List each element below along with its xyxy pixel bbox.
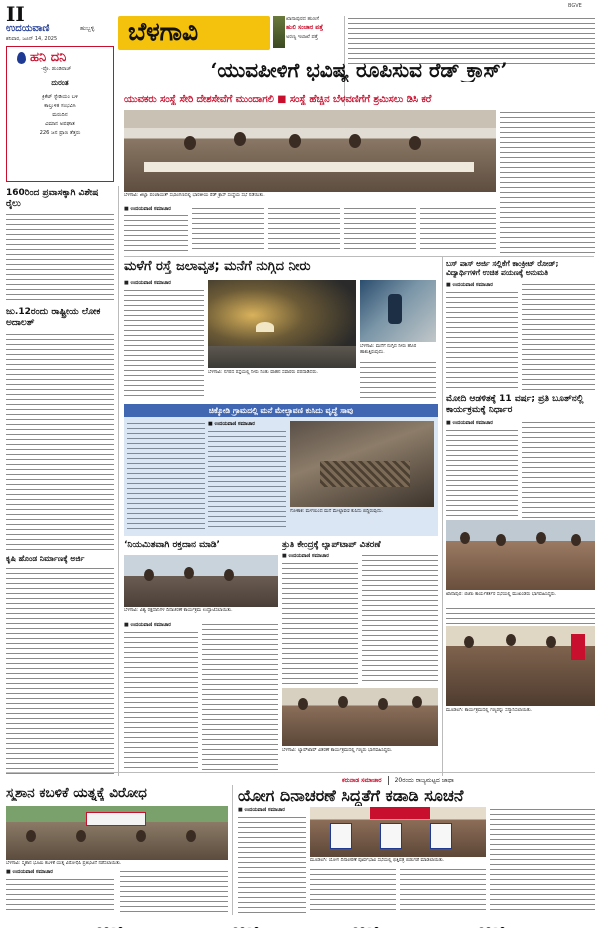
teaser-photo bbox=[273, 16, 285, 48]
blood-text-1 bbox=[124, 630, 198, 770]
right-story1-text-1 bbox=[446, 290, 518, 390]
right-story1-text-2 bbox=[522, 282, 595, 390]
main-subhead: ಯುವಕರು ಸಂಸ್ಥೆ ಸೇರಿ ದೇಶಸೇವೆಗೆ ಮುಂದಾಗಲಿ ■ ಸಂಸ್ಥೆ ಹೆಚ್ಚಿನ ಬೆಳವಣಿಗೆಗೆ ಶ್ರಮಿಸಲು ಡಿಸಿ ಕರೆ bbox=[124, 94, 432, 105]
cemetery-photo-caption: ಬೆಳಗಾವಿ: ಸ್ಮಶಾನ ಭೂಮಿ ಕಬಳಿಕೆ ಯತ್ನ ವಿರೋಧಿಸಿ ಪ್ರತಿಭಟನೆ ನಡೆಸಲಾಯಿತು. bbox=[6, 861, 122, 866]
laptop-photo-caption: ಬೆಳಗಾವಿ: ಲ್ಯಾಪ್‌ಟಾಪ್ ವಿತರಣೆ ಕಾರ್ಯಕ್ರಮದಲ್ಲಿ ಗಣ್ಯರು ಭಾಗವಹಿಸಿದ್ದರು. bbox=[282, 748, 393, 753]
right-photo-2 bbox=[446, 626, 595, 706]
teaser-top: ಖಾನಾಪುರದ ಹುಣಸೆ bbox=[286, 16, 319, 22]
main-story-col3 bbox=[268, 206, 340, 253]
hanidani-poem: ಕ್ರಿಕೆಟ್ ಸ್ಟೇಡಿಯಂ ಬಳಿ ಕಾಲ್ತುಳಿತ ಸಂಭವಿಸಿ ಮರುದಿನ ವಿಮಾನ ಅಪಘಾತ 226 ಜನ ಪ್ರಾಣ ತೆತ್ತರು bbox=[39, 94, 81, 136]
death-photo-caption: ಗೋಕಾಕ: ಮಳೆಯಿಂದ ಮನೆ ಮೇಲ್ಛಾವಣಿ ಕುಸಿದು ಬಿದ್ದಿರುವುದು. bbox=[290, 509, 384, 514]
hanidani-heading: ದುರಂತ bbox=[51, 79, 69, 87]
hanidani-box bbox=[6, 46, 114, 182]
page-number: II bbox=[6, 2, 25, 26]
main-story-col6 bbox=[500, 110, 595, 253]
death-text-1 bbox=[127, 421, 205, 531]
blood-byline: ■ ಉದಯವಾಣಿ ಸಮಾಚಾರ bbox=[124, 622, 171, 628]
yoga-text-4 bbox=[490, 807, 595, 913]
yoga-photo bbox=[310, 807, 486, 857]
left-story3-text bbox=[6, 566, 114, 774]
blood-photo bbox=[124, 555, 278, 607]
yoga-photo-caption: ಮೂಡಲಗಿ: ಯೋಗ ದಿನಾಚರಣೆ ಪೂರ್ವಭಾವಿ ಸಭೆಯಲ್ಲಿ ಭಿತ್ತಿಪತ್ರ ಬಿಡುಗಡೆ ಮಾಡಲಾಯಿತು. bbox=[310, 858, 445, 863]
right-story2-headline: ಮೋದಿ ಆಡಳಿತಕ್ಕೆ 11 ವರ್ಷ; ಪ್ರತಿ ಬೂತ್‌ನಲ್ಲಿ ಕಾರ್ಯಕ್ರಮಕ್ಕೆ ನಿರ್ಧಾರ bbox=[446, 394, 584, 415]
cemetery-text-1 bbox=[6, 877, 114, 913]
rain-photo-2 bbox=[360, 280, 436, 342]
right-story1-byline: ■ ಉದಯವಾಣಿ ಸಮಾಚಾರ bbox=[446, 282, 493, 288]
yoga-headline: ಯೋಗ ದಿನಾಚರಣೆ ಸಿದ್ಧತೆಗೆ ಕಡಾಡಿ ಸೂಚನೆ bbox=[238, 786, 464, 805]
laptop-byline: ■ ಉದಯವಾಣಿ ಸಮಾಚಾರ bbox=[282, 553, 329, 559]
rain-story-text-2 bbox=[360, 360, 436, 400]
main-headline: ‘ಯುವಪೀಳಿಗೆ ಭವಿಷ್ಯ ರೂಪಿಸುವ ರೆಡ್ ಕ್ರಾಸ್’ bbox=[210, 58, 508, 82]
right-photo-1-caption: ಖಾನಾಪುರ: ಬಿಜೆಪಿ ಕಾರ್ಯಕರ್ತರ ಸಭೆಯಲ್ಲಿ ಮುಖಂಡರು ಭಾಗವಹಿಸಿದ್ದರು. bbox=[446, 592, 557, 597]
teaser-bottom: ಅರಣ್ಯ ಇಲಾಖೆ ಪತ್ತೆ bbox=[286, 34, 318, 40]
cemetery-text-2 bbox=[120, 869, 228, 913]
left-story2-headline: ಜು.12ರಂದು ರಾಷ್ಟ್ರೀಯ ಲೋಕ ಅದಾಲತ್ bbox=[6, 307, 101, 328]
laptop-text-1 bbox=[282, 561, 358, 685]
main-story-col4 bbox=[344, 206, 416, 253]
color-registration-marks bbox=[0, 917, 600, 925]
rain-photo-1 bbox=[208, 280, 356, 368]
yoga-text-2 bbox=[310, 867, 396, 913]
death-byline: ■ ಉದಯವಾಣಿ ಸಮಾಚಾರ bbox=[208, 421, 255, 427]
right-photo-1 bbox=[446, 520, 595, 590]
yoga-text-3 bbox=[400, 867, 486, 913]
right-photo-2-caption: ಮೂಡಲಗಿ: ಕಾರ್ಯಕ್ರಮದಲ್ಲಿ ಗಣ್ಯರನ್ನು ಸನ್ಮಾನಿಸಲಾಯಿತು. bbox=[446, 708, 533, 713]
laptop-headline: ತ್ರುತಿ ಕೇಂದ್ರಕ್ಕೆ ಲ್ಯಾಪ್‌ಟಾಪ್ ವಿತರಣೆ bbox=[282, 540, 381, 550]
footer-banner-right: 20ರಂದು ರಾಜ್ಯಮಟ್ಟದ ಜಾಥಾ bbox=[394, 776, 454, 784]
rain-photo-2-caption: ಬೆಳಗಾವಿ: ಮನೆಗೆ ನುಗ್ಗಿದ ನೀರು ಹೊರ ಹಾಕುತ್ತಿರುವುದು. bbox=[360, 344, 417, 355]
edition-name: ಹುಬ್ಬಳ್ಳಿ bbox=[80, 25, 95, 32]
hanidani-author: -ಪ್ರೊ. ಡುಂಡಿರಾಜ್ bbox=[41, 66, 72, 72]
paper-name: ಉದಯವಾಣಿ bbox=[6, 23, 50, 34]
blood-photo-caption: ಬೆಳಗಾವಿ: ವಿಶ್ವ ರಕ್ತದಾನಿಗಳ ದಿನಾಚರಣೆ ಕಾರ್ಯಕ್ರಮ ಉದ್ಘಾಟಿಸಲಾಯಿತು. bbox=[124, 608, 233, 613]
death-headline: ಚಿಕ್ಕೋಡಿ ಗ್ರಾಮದಲ್ಲಿ ಮನೆ ಮೇಲ್ಛಾವಣಿ ಕುಸಿದು ವೃದ್ಧೆ ಸಾವು bbox=[208, 406, 354, 415]
footer-banner-left: ಕರುನಾಡ ಸಮಾಚಾರ bbox=[342, 776, 382, 784]
teaser-box bbox=[286, 16, 342, 50]
cemetery-headline: ಸ್ಮಶಾನ ಕಬಳಿಕೆ ಯತ್ನಕ್ಕೆ ವಿರೋಧ bbox=[6, 785, 147, 801]
footer-banner bbox=[342, 775, 595, 786]
corner-tag: BGVE bbox=[568, 3, 582, 9]
cemetery-photo bbox=[6, 806, 228, 860]
rain-photo-1-caption: ಬೆಳಗಾವಿ: ನಗರದ ರಸ್ತೆಯಲ್ಲಿ ನೀರು ನಿಂತು ವಾಹನ ಸವಾರರು ಪರದಾಡಿದರು. bbox=[208, 370, 318, 375]
right-text-3 bbox=[446, 606, 595, 624]
main-byline: ■ ಉದಯವಾಣಿ ಸಮಾಚಾರ bbox=[124, 206, 171, 212]
section-banner bbox=[118, 16, 270, 50]
yoga-text-1 bbox=[238, 815, 306, 913]
teaser-mid: ಹುಲಿ ಸಂಚಾರ ಪತ್ತೆ bbox=[286, 24, 324, 31]
left-story2-text bbox=[6, 332, 114, 550]
issue-date: ಶನಿವಾರ, ಜೂನ್ 14, 2025 bbox=[6, 36, 58, 42]
main-story-col2 bbox=[192, 206, 264, 253]
left-story3-headline: ಕೃಷಿ ಹೊಂಡ ನಿರ್ಮಾಣಕ್ಕೆ ಅರ್ಜಿ bbox=[6, 554, 85, 563]
main-photo-caption: ಬೆಳಗಾವಿ: ಜಿಲ್ಲಾ ಪಂಚಾಯತ್ ಸಭಾಂಗಣದಲ್ಲಿ ಭಾರತೀಯ ರೆಡ್ ಕ್ರಾಸ್ ಸಂಸ್ಥೆಯ ಸಭೆ ನಡೆಯಿತು. bbox=[124, 193, 265, 198]
right-story1-headline: ಬಸ್ ಪಾಸ್ ಅರ್ಜಿ ಸಲ್ಲಿಕೆಗೆ ಕಾಂಕ್ರೀಟ್ ರೋಡ್; ವಿದ್ಯಾರ್ಥಿಗಳಿಗೆ ಉಚಿತ ಪಯಣಕ್ಕೆ ಅನುಮತಿ bbox=[446, 259, 559, 278]
death-text-2 bbox=[208, 429, 286, 531]
hanidani-logo-icon bbox=[17, 52, 26, 64]
rain-headline: ಮಳೆಗೆ ರಸ್ತೆ ಜಲಾವೃತ; ಮನೆಗೆ ನುಗ್ಗಿದ ನೀರು bbox=[124, 259, 311, 274]
main-story-col5 bbox=[420, 206, 496, 253]
blood-headline: ‘ನಿಯಮಿತವಾಗಿ ರಕ್ತದಾನ ಮಾಡಿ’ bbox=[124, 540, 220, 550]
right-story2-text-2 bbox=[522, 420, 595, 518]
rain-story-text bbox=[124, 288, 204, 400]
laptop-photo bbox=[282, 688, 438, 746]
laptop-text-2 bbox=[362, 553, 438, 685]
blood-text-2 bbox=[202, 622, 278, 770]
right-story2-text-1 bbox=[446, 428, 518, 518]
right-story2-byline: ■ ಉದಯವಾಣಿ ಸಮಾಚಾರ bbox=[446, 420, 493, 426]
cemetery-byline: ■ ಉದಯವಾಣಿ ಸಮಾಚಾರ bbox=[6, 869, 53, 875]
left-story1-headline: 160ರಿಂದ ಪ್ರವಾಸಕ್ಕಾಗಿ ವಿಶೇಷ ರೈಲು bbox=[6, 188, 99, 209]
section-title: ಬೆಳಗಾವಿ bbox=[128, 17, 199, 46]
main-story-col1 bbox=[124, 213, 188, 253]
death-story-box bbox=[124, 404, 438, 536]
left-story1-text bbox=[6, 212, 114, 304]
rain-byline: ■ ಉದಯವಾಣಿ ಸಮಾಚಾರ bbox=[124, 280, 171, 286]
yoga-byline: ■ ಉದಯವಾಣಿ ಸಮಾಚಾರ bbox=[238, 807, 285, 813]
death-photo bbox=[290, 421, 434, 507]
main-photo bbox=[124, 110, 496, 192]
hanidani-title: ಹನಿ ದನಿ bbox=[30, 50, 67, 65]
